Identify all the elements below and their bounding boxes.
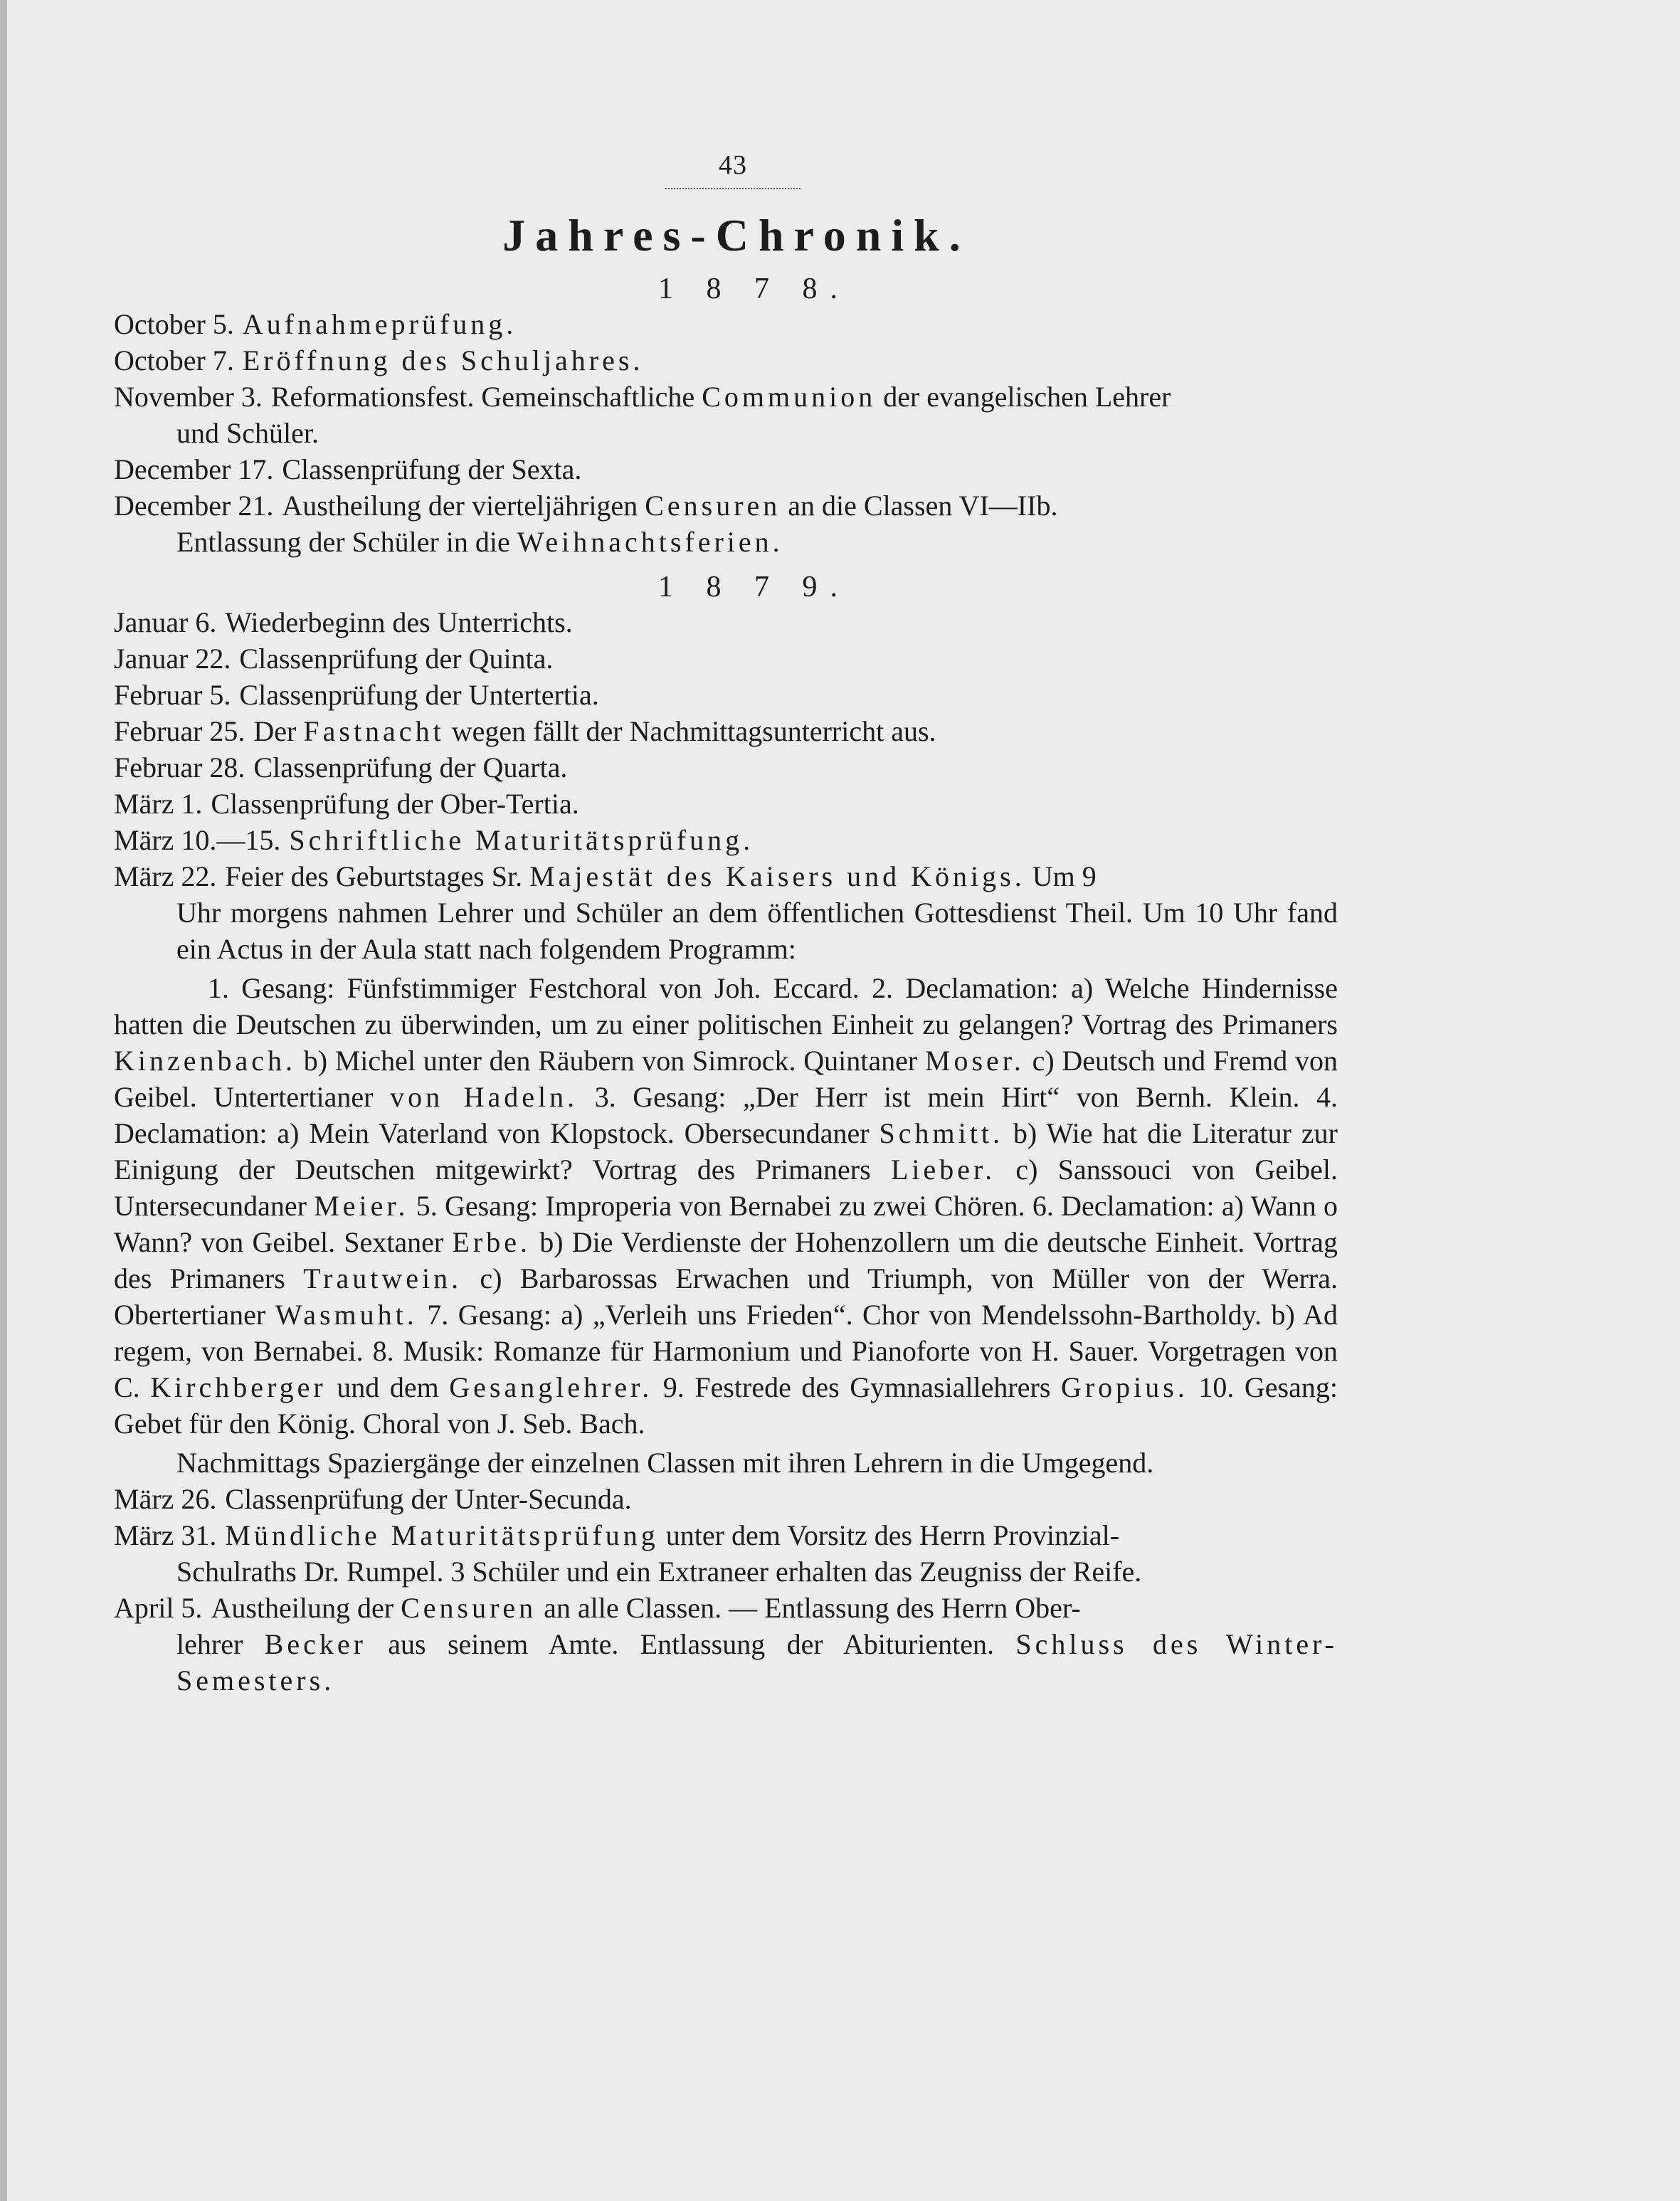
text-run: Classenprüfung der Unter-Secunda. <box>225 1483 632 1515</box>
text-run: aus seinem Amte. Entlassung der Abiturienten. <box>366 1628 1016 1660</box>
text-run: c) Deutsch und Fremd von Geibel. Untertertianer <box>114 1045 1338 1113</box>
emphasized-text: Kirchberger <box>150 1371 327 1403</box>
text-run: Classenprüfung der Sexta. <box>282 453 582 485</box>
text-run: Austheilung der vierteljährigen <box>282 490 645 522</box>
text-run: wegen fällt der Nachmittagsunterricht aus. <box>444 715 936 747</box>
text-run: 1. Gesang: Fünfstimmiger Festchoral von Joh. Eccard. 2. Declamation: a) Welche Hindernisse hatten die Deutschen zu überwinden, um zu einer politischen Einheit zu gelangen? Vortrag des Primaners <box>114 972 1338 1040</box>
entries-1879 <box>114 604 1338 967</box>
emphasized-text: Wasmuht. <box>275 1299 418 1331</box>
text-run: 5. Gesang: Improperia von Bernabei zu zwei Chören. 6. Declamation: a) Wann o Wann? von Geibel. Sextaner <box>114 1190 1338 1258</box>
chronicle-entry <box>114 677 1338 713</box>
entries-1879-late <box>114 1481 1338 1699</box>
emphasized-text: Aufnahmeprüfung. <box>242 308 517 340</box>
emphasized-text: Censuren <box>401 1592 537 1624</box>
text-run: Wiederbeginn des Unterrichts. <box>225 606 573 638</box>
afternoon-note: Nachmittags Spaziergänge der einzelnen Classen mit ihren Lehrern in die Umgegend. <box>176 1447 1154 1479</box>
emphasized-text: Fastnacht <box>303 715 445 747</box>
page-number: 43 <box>719 150 747 180</box>
chronicle-entry <box>114 342 1338 379</box>
emphasized-text: Mündliche Maturitätsprüfung <box>225 1519 659 1551</box>
entry-date: Januar 6. <box>114 606 217 638</box>
emphasized-text: Eröffnung des Schuljahres. <box>242 344 644 376</box>
emphasized-text: Moser. <box>924 1045 1025 1077</box>
emphasized-text: Censuren <box>645 490 781 522</box>
emphasized-text: Trautwein. <box>303 1262 463 1294</box>
emphasized-text: Weihnachtsferien. <box>517 526 783 558</box>
text-run: der evangelischen Lehrer <box>876 381 1171 413</box>
emphasized-text: Majestät des Kaisers und Königs. <box>529 860 1025 892</box>
entry-date: December 17. <box>114 453 274 485</box>
emphasized-text: Communion <box>702 381 877 413</box>
entry-date: Februar 25. <box>114 715 245 747</box>
emphasized-text: Gesanglehrer. <box>449 1371 653 1403</box>
entry-date: Februar 28. <box>114 751 245 783</box>
entry-continuation <box>114 1553 1338 1590</box>
text-run: 9. Festrede des Gymnasiallehrers <box>653 1371 1061 1403</box>
chronicle-entry <box>114 604 1338 640</box>
entry-date: März 10.—15. <box>114 824 281 856</box>
emphasized-text: Meier. <box>314 1190 409 1222</box>
text-run: b) Michel unter den Räubern von Simrock. Quintaner <box>296 1045 925 1077</box>
text-run: lehrer <box>176 1628 265 1660</box>
entry-date: Januar 22. <box>114 643 231 675</box>
entry-continuation <box>114 524 1338 560</box>
text-run: c) Barbarossas Erwachen und Triumph, von Müller von der Werra. Obertertianer <box>114 1262 1338 1331</box>
text-run: Classenprüfung der Untertertia. <box>239 679 599 711</box>
year-heading-1878: 1 8 7 8. <box>658 273 850 305</box>
text-run: und dem <box>326 1371 450 1403</box>
emphasized-text: Becker <box>264 1628 366 1660</box>
emphasized-text: Schmitt. <box>879 1117 1003 1149</box>
emphasized-text: Kinzenbach. <box>114 1045 297 1077</box>
text-run: b) Wie hat die Literatur zur Einigung der Deutschen mitgewirkt? Vortrag des Primaners <box>114 1117 1338 1186</box>
entry-continuation <box>114 1626 1338 1699</box>
chronicle-entry <box>114 487 1338 560</box>
entry-date: März 22. <box>114 860 217 892</box>
text-run: 7. Gesang: a) „Verleih uns Frieden“. Chor von Mendelssohn-Bartholdy. b) Ad regem, von Bernabei. 8. Musik: Romanze für Harmonium und Pianoforte von H. Sauer. Vorgetragen von C. <box>114 1299 1338 1403</box>
text-run: Uhr morgens nahmen Lehrer und Schüler an dem öffentlichen Gottesdienst Theil. Um 10 Uhr fand ein Actus in der Aula statt nach folgendem Programm: <box>176 897 1338 965</box>
text-run: Classenprüfung der Quarta. <box>253 751 568 783</box>
emphasized-text: Gropius. <box>1060 1371 1188 1403</box>
text-run: b) Die Verdienste der Hohenzollern um die deutsche Einheit. Vortrag des Primaners <box>114 1226 1338 1294</box>
entry-date: April 5. <box>114 1592 203 1624</box>
text-run: Austheilung der <box>211 1592 401 1624</box>
entry-date: October 7. <box>114 344 234 376</box>
text-run: Reformationsfest. Gemeinschaftliche <box>270 381 702 413</box>
entries-1878 <box>114 306 1338 560</box>
text-run: 3. Gesang: „Der Herr ist mein Hirt“ von Bernh. Klein. 4. Declamation: a) Mein Vaterland von Klopstock. Obersecundaner <box>114 1081 1338 1149</box>
chronicle-title: Jahres-Chronik. <box>502 210 971 260</box>
entry-continuation <box>114 415 1338 451</box>
chronicle-entry <box>114 1590 1338 1699</box>
year-heading-1879: 1 8 7 9. <box>658 571 850 603</box>
emphasized-text: Lieber. <box>890 1154 996 1186</box>
entry-date: October 5. <box>114 308 234 340</box>
emphasized-text: Schriftliche Maturitätsprüfung. <box>289 824 754 856</box>
text-run: Der <box>253 715 304 747</box>
chronicle-entry <box>114 713 1338 749</box>
chronicle-entry <box>114 306 1338 342</box>
emphasized-text: von Hadeln. <box>390 1081 579 1113</box>
text-run: Feier des Geburtstages Sr. <box>225 860 530 892</box>
text-run: 10. Gesang: Gebet für den König. Choral von J. Seb. Bach. <box>114 1371 1338 1440</box>
chronicle-entry <box>114 379 1338 451</box>
chronicle-entry <box>114 858 1338 967</box>
chronicle-entry <box>114 451 1338 487</box>
entry-date: December 21. <box>114 490 274 522</box>
entry-date: Februar 5. <box>114 679 231 711</box>
festival-program <box>114 970 1338 1442</box>
text-run: unter dem Vorsitz des Herrn Provinzial- <box>658 1519 1120 1551</box>
chronicle-entry <box>114 1481 1338 1517</box>
chronicle-entry <box>114 640 1338 677</box>
chronicle-entry <box>114 1517 1338 1590</box>
text-run: c) Sanssouci von Geibel. Untersecundaner <box>114 1154 1338 1222</box>
chronicle-entry <box>114 822 1338 858</box>
text-run: an die Classen VI—IIb. <box>781 490 1058 522</box>
text-run: Um 9 <box>1025 860 1097 892</box>
emphasized-text: Erbe. <box>452 1226 531 1258</box>
text-run: an alle Classen. — Entlassung des Herrn Ober- <box>537 1592 1081 1624</box>
text-run: Classenprüfung der Ober-Tertia. <box>211 788 579 820</box>
entry-continuation <box>114 894 1338 967</box>
text-run: Entlassung der Schüler in die <box>176 526 517 558</box>
entry-date: März 31. <box>114 1519 217 1551</box>
page-content <box>114 149 1338 1699</box>
text-run: Classenprüfung der Quinta. <box>239 643 554 675</box>
text-run: und Schüler. <box>176 417 319 449</box>
chronicle-entry <box>114 786 1338 822</box>
emphasized-text: Schluss des Winter-Semesters. <box>176 1628 1338 1696</box>
entry-date: März 1. <box>114 788 203 820</box>
chronicle-entry <box>114 749 1338 786</box>
text-run: Schulraths Dr. Rumpel. 3 Schüler und ein Extraneer erhalten das Zeugniss der Reife. <box>176 1556 1142 1588</box>
entry-date: November 3. <box>114 381 263 413</box>
page-number-ornament <box>665 182 801 189</box>
entry-date: März 26. <box>114 1483 217 1515</box>
